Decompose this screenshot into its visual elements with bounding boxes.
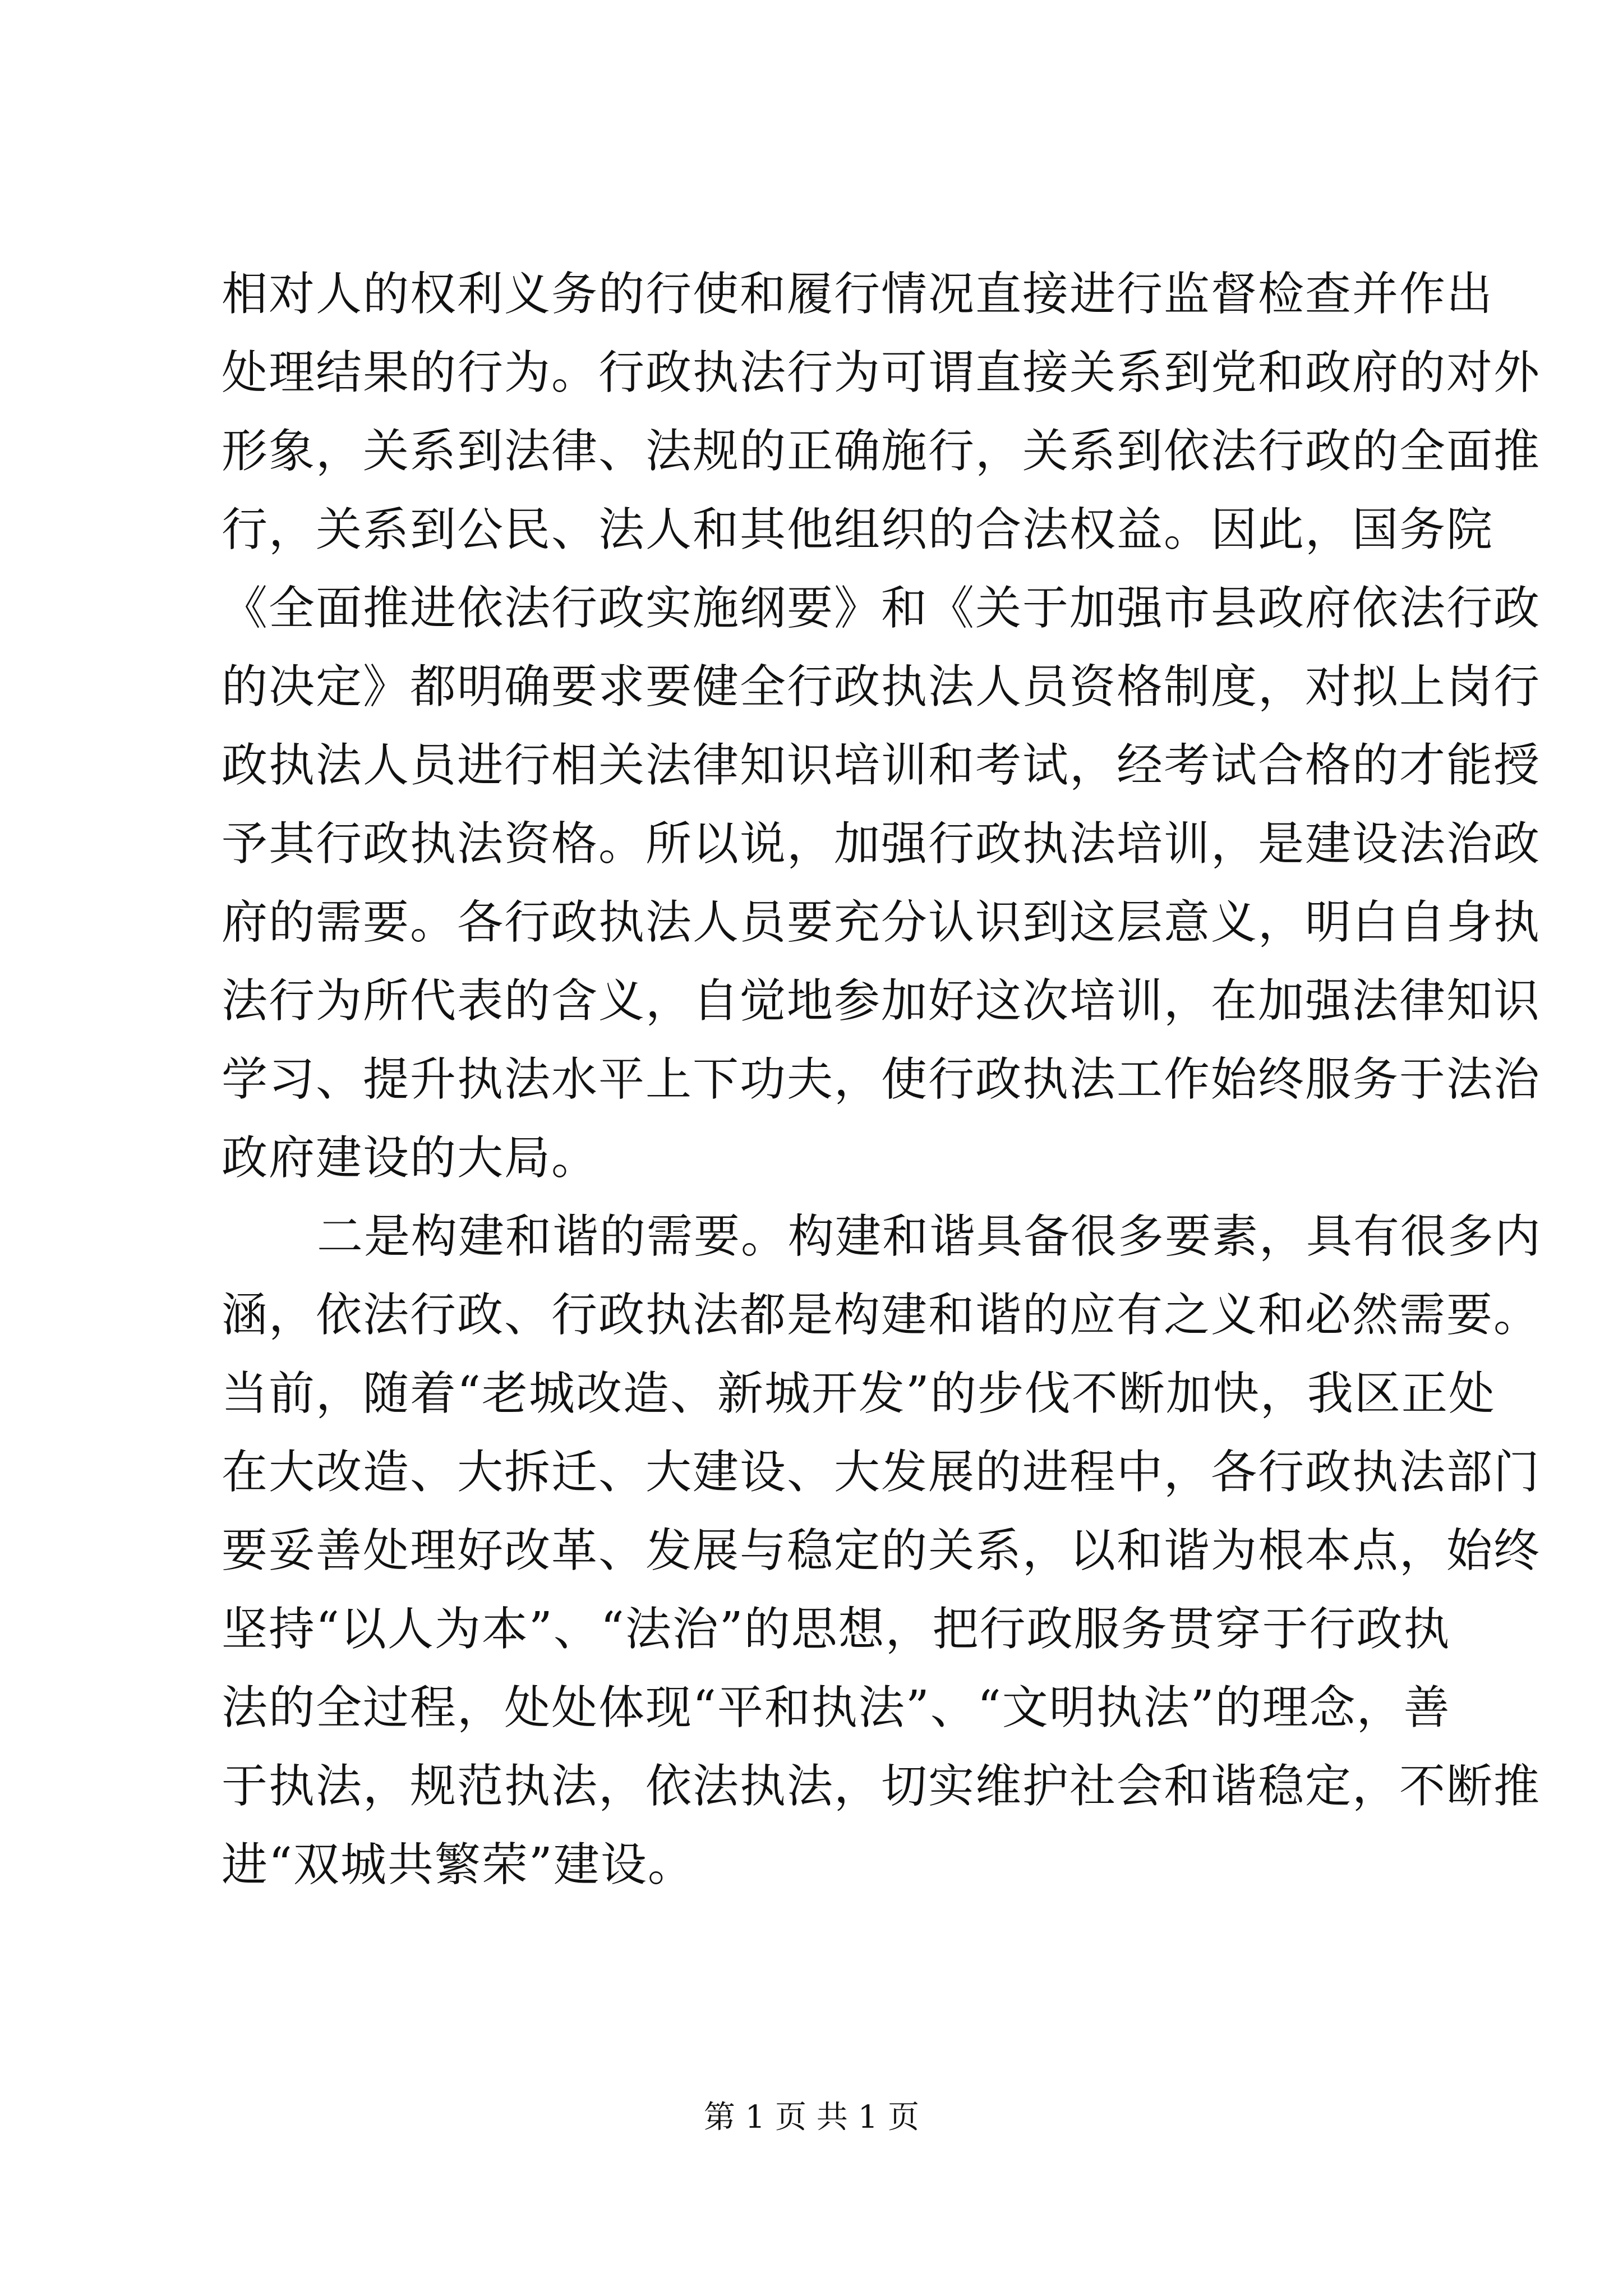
paragraph-line: 法行为所代表的含义，自觉地参加好这次培训，在加强法律知识 xyxy=(222,974,1541,1028)
paragraph-line: 在大改造、大拆迁、大建设、大发展的进程中，各行政执法部门 xyxy=(222,1446,1541,1499)
paragraph-line: 形象，关系到法律、法规的正确施行，关系到依法行政的全面推 xyxy=(222,425,1541,478)
paragraph-line: 行，关系到公民、法人和其他组织的合法权益。因此，国务院 xyxy=(222,503,1494,556)
document-body xyxy=(222,255,1542,1904)
paragraph-line: 于执法，规范执法，依法执法，切实维护社会和谐稳定，不断推 xyxy=(222,1760,1541,1813)
page-number-label: 第 1 页 共 1 页 xyxy=(703,2099,920,2136)
page-footer xyxy=(0,2095,1623,2140)
paragraph-line: 法的全过程，处处体现“平和执法”、“文明执法”的理念，善 xyxy=(222,1681,1451,1734)
paragraph-line: 学习、提升执法水平上下功夫，使行政执法工作始终服务于法治 xyxy=(222,1053,1541,1106)
paragraph-line: 政府建设的大局。 xyxy=(222,1131,599,1185)
paragraph-line: 《全面推进依法行政实施纲要》和《关于加强市县政府依法行政 xyxy=(222,582,1541,635)
paragraph-line: 涵，依法行政、行政执法都是构建和谐的应有之义和必然需要。 xyxy=(222,1289,1541,1342)
paragraph-line: 当前，随着“老城改造、新城开发”的步伐不断加快，我区正处 xyxy=(222,1367,1496,1420)
paragraph-line: 二是构建和谐的需要。构建和谐具备很多要素，具有很多内 xyxy=(317,1210,1542,1263)
paragraph-line: 政执法人员进行相关法律知识培训和考试，经考试合格的才能授 xyxy=(222,739,1541,792)
paragraph-line: 相对人的权利义务的行使和履行情况直接进行监督检查并作出 xyxy=(222,268,1494,321)
paragraph-line: 要妥善处理好改革、发展与稳定的关系，以和谐为根本点，始终 xyxy=(222,1524,1541,1577)
paragraph-line: 的决定》都明确要求要健全行政执法人员资格制度，对拟上岗行 xyxy=(222,660,1541,714)
paragraph-line: 坚持“以人为本”、“法治”的思想，把行政服务贯穿于行政执 xyxy=(222,1603,1451,1656)
paragraph-line: 府的需要。各行政执法人员要充分认识到这层意义，明白自身执 xyxy=(222,896,1541,949)
paragraph-line: 进“双城共繁荣”建设。 xyxy=(222,1838,695,1892)
paragraph-line: 予其行政执法资格。所以说，加强行政执法培训，是建设法治政 xyxy=(222,817,1541,871)
paragraph-line: 处理结果的行为。行政执法行为可谓直接关系到党和政府的对外 xyxy=(222,346,1541,399)
